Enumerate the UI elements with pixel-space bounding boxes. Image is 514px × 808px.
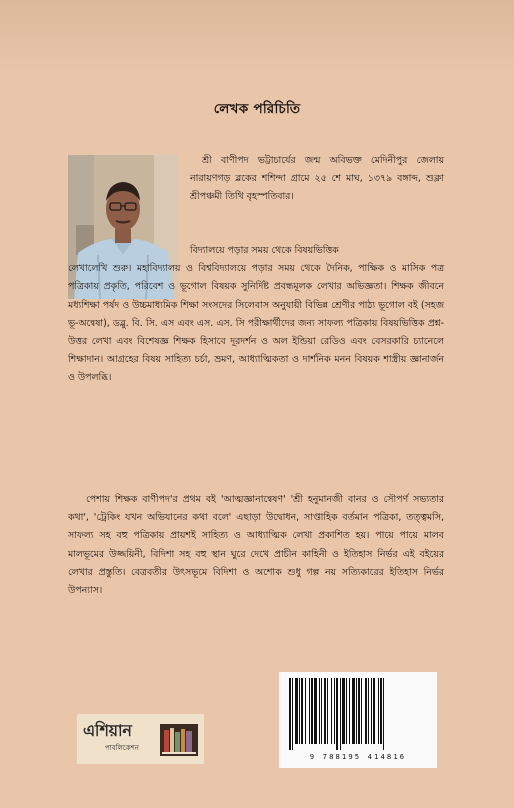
barcode-bar [331,678,332,744]
barcode-bar [340,678,341,750]
barcode-bar [327,678,328,744]
isbn-number: 9 788195 414816 [309,752,407,761]
isbn-barcode [279,672,437,768]
barcode-bar [292,678,293,750]
author-books-paragraph: পেশায় শিক্ষক বাণীপদ'র প্রথম বই 'আত্মজ্ঞানান্বেষণ' 'শ্রী হনুমানজী বানর ও সৌপর্ণ সভ্যতার কথা', 'ট্রেকিং যখন অভিযানের কথা বলে' এছাড়া উদ্বোধন, সাপ্তাহিক বর্তমান পত্রিকা, তত্ত্বমসি, সাফল্য সহ বহু পত্রিকায় প্রায়শই সাহিত্য ও আধ্যাত্মিক লেখা প্রকাশিত হয়। পায়ে পায়ে মালব মালভূমের উজ্জয়িনী, বিদিশা সহ বহু স্থান ঘুরে দেখে প্রাচীন কাহিনী ও ইতিহাস নির্ভর এই বইয়ের লেখার প্রস্তুতি। বেত্রবতীর উৎসভূমে বিদিশা ও অশোক শুধু গল্প নয় সত্যিকারের ইতিহাস নির্ভর উপন্যাস। [68,494,444,597]
author-birth-paragraph: শ্রী বাণীপদ ভট্টাচার্যের জন্ম অবিভক্ত মেদিনীপুর জেলায় নারায়ণগড় ব্লকের শশিন্দা গ্রামে ২৫ শে মাঘ, ১৩৭৯ বঙ্গাব্দ, শুক্লা শ্রীপঞ্চমী তিথি বৃহস্পতিবার। [190,155,444,203]
barcode-bar [365,678,367,744]
barcode-bar [319,678,320,744]
barcode-bar [289,678,291,750]
barcode-bar [368,678,369,744]
author-career-paragraph [68,242,444,388]
barcode-bar [346,678,347,744]
barcode-bar [324,678,326,744]
barcode-bar [356,678,357,744]
barcode-bar [383,678,384,750]
barcode-bars [285,678,431,750]
publisher-logo-tagline: পাবলিকেশন [105,744,139,752]
author-career-first-line: বিদ্যালয়ে পড়ার সময় থেকে বিষয়ভিত্তিক [190,245,339,256]
barcode-bar [358,678,360,744]
barcode-bar [314,678,317,744]
barcode-bar [334,678,335,744]
publisher-logo [77,714,204,764]
barcode-bar [352,678,355,744]
barcode-bar [378,678,379,744]
barcode-bar [321,678,322,744]
barcode-bar [380,678,382,744]
barcode-bar [309,678,310,744]
barcode-bar [373,678,375,744]
barcode-bar [305,678,306,744]
barcode-bar [371,678,372,744]
barcode-bar [349,678,350,744]
barcode-bar [299,678,300,744]
section-heading: লেখক পরিচিতি [213,101,301,117]
barcode-bar [361,678,362,744]
publisher-logo-name: এশিয়ান [83,721,132,740]
barcode-bar [342,678,345,744]
author-career-text: লেখালেখি শুরু। মহাবিদ্যালয় ও বিশ্ববিদ্যালয়ে পড়ার সময় থেকে দৈনিক, পাক্ষিক ও মাসিক পত্র পত্রিকায় প্রকৃতি, পরিবেশ ও ভূগোল বিষয়ক সুনির্দিষ্ট প্রবন্ধমূলক লেখার অভিজ্ঞতা। শিক্ষক জীবনে মধ্যশিক্ষা পর্ষদ ও উচ্চমাধ্যমিক শিক্ষা সংসদের সিলেবাস অনুযায়ী বিভিন্ন শ্রেণীর পাঠ্য ভূগোল বই (সহজ ভূ-অন্বেষা), ডব্লু. বি. সি. এস এবং এস. এস. সি পরীক্ষার্থীদের জন্য সাফল্য পত্রিকায় বিষয়ভিত্তিক প্রশ্ন-উত্তর লেখা এবং বিশেষজ্ঞ শিক্ষক হিসাবে দূরদর্শন ও অল ইন্ডিয়া রেডিও এবং বেসরকারি চ্যানেলে শিক্ষাদান। আগ্রহের বিষয় সাহিত্য চর্চা, ভ্রমণ, আধ্যাত্মিকতা ও দার্শনিক মনন বিষয়ক শাস্ত্রীয় জ্ঞানার্জন ও উপলব্ধি। [68,263,444,384]
barcode-bar [295,678,298,744]
barcode-bar [311,678,313,744]
barcode-bar [336,678,338,750]
cover-top-shading [0,0,514,70]
books-icon [159,722,199,758]
barcode-bar [301,678,303,744]
